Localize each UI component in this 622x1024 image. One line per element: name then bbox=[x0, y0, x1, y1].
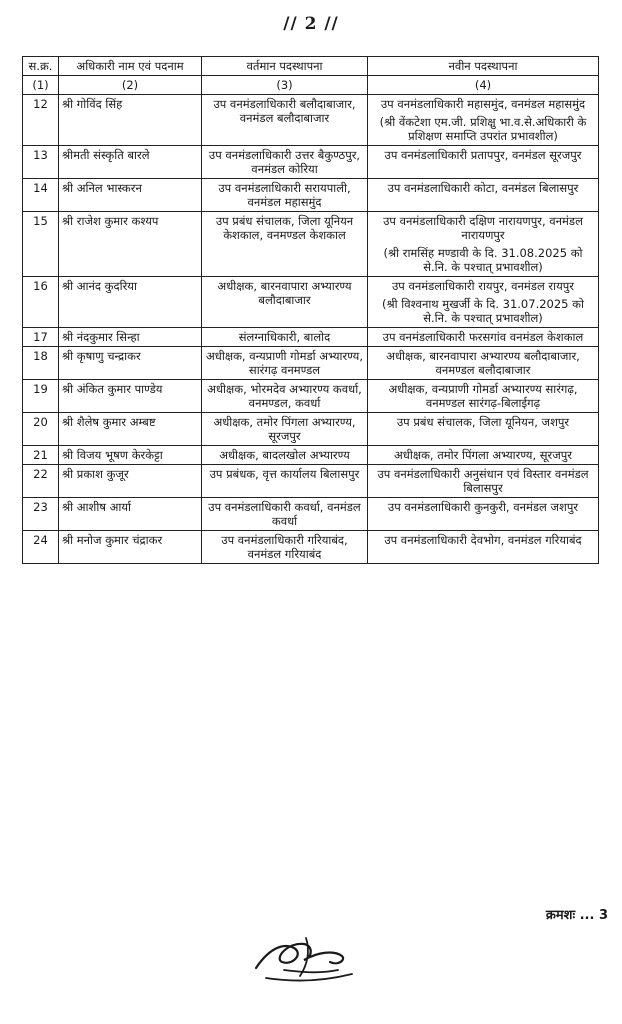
officer-name: श्री अनिल भास्करन bbox=[59, 179, 202, 212]
serial-number: 24 bbox=[23, 531, 59, 564]
header-name: अधिकारी नाम एवं पदनाम bbox=[59, 57, 202, 76]
new-posting bbox=[368, 146, 599, 179]
serial-number: 14 bbox=[23, 179, 59, 212]
new-posting bbox=[368, 347, 599, 380]
serial-number: 21 bbox=[23, 446, 59, 465]
signature bbox=[248, 928, 378, 988]
new-posting-text: उप वनमंडलाधिकारी देवभोग, वनमंडल गरियाबंद bbox=[384, 533, 582, 547]
table-row bbox=[23, 531, 599, 564]
table-row bbox=[23, 277, 599, 328]
new-posting bbox=[368, 413, 599, 446]
current-posting: उप वनमंडलाधिकारी उत्तर बैकुण्ठपुर, वनमंडल कोरिया bbox=[202, 146, 368, 179]
new-posting bbox=[368, 95, 599, 146]
current-posting: संलग्नाधिकारी, बालोद bbox=[202, 328, 368, 347]
table-row bbox=[23, 179, 599, 212]
current-posting: अधीक्षक, बारनवापारा अभ्यारण्य बलौदाबाजार bbox=[202, 277, 368, 328]
serial-number: 17 bbox=[23, 328, 59, 347]
new-posting-text: उप वनमंडलाधिकारी रायपुर, वनमंडल रायपुर bbox=[391, 279, 574, 293]
new-posting bbox=[368, 446, 599, 465]
new-posting bbox=[368, 465, 599, 498]
officer-name: श्री मनोज कुमार चंद्राकर bbox=[59, 531, 202, 564]
officer-name: श्री कृषाणु चन्द्राकर bbox=[59, 347, 202, 380]
current-posting: उप वनमंडलाधिकारी बलौदाबाजार, वनमंडल बलौदाबाजार bbox=[202, 95, 368, 146]
transfer-table bbox=[22, 56, 599, 564]
table-row bbox=[23, 347, 599, 380]
new-posting-text: अधीक्षक, वन्यप्राणी गोमर्डा अभ्यारण्य सारंगढ़, वनमण्डल सारंगढ़-बिलाईगढ़ bbox=[388, 382, 578, 410]
current-posting: अधीक्षक, बादलखोल अभ्यारण्य bbox=[202, 446, 368, 465]
header-row bbox=[23, 57, 599, 76]
officer-name: श्री नंदकुमार सिन्हा bbox=[59, 328, 202, 347]
column-number-row bbox=[23, 76, 599, 95]
new-posting-text: उप वनमंडलाधिकारी अनुसंधान एवं विस्तार वनमंडल बिलासपुर bbox=[377, 467, 589, 495]
new-posting bbox=[368, 498, 599, 531]
current-posting: अधीक्षक, तमोर पिंगला अभ्यारण्य, सूरजपुर bbox=[202, 413, 368, 446]
serial-number: 16 bbox=[23, 277, 59, 328]
serial-number: 23 bbox=[23, 498, 59, 531]
new-posting-text: उप वनमंडलाधिकारी महासमुंद, वनमंडल महासमुंद bbox=[380, 97, 586, 111]
posting-note: (श्री रामसिंह मण्डावी के दि. 31.08.2025 को से.नि. के पश्चात् प्रभावशील) bbox=[383, 246, 583, 274]
new-posting-text: उप वनमंडलाधिकारी कोटा, वनमंडल बिलासपुर bbox=[387, 181, 579, 195]
column-number: (1) bbox=[23, 76, 59, 95]
officer-name: श्री अंकित कुमार पाण्डेय bbox=[59, 380, 202, 413]
new-posting-text: उप वनमंडलाधिकारी कुनकुरी, वनमंडल जशपुर bbox=[387, 500, 579, 514]
new-posting bbox=[368, 531, 599, 564]
table-row bbox=[23, 380, 599, 413]
table-row bbox=[23, 95, 599, 146]
column-number: (4) bbox=[368, 76, 599, 95]
new-posting-text: अधीक्षक, बारनवापारा अभ्यारण्य बलौदाबाजार, वनमण्डल बलौदाबाजार bbox=[386, 349, 580, 377]
officer-name: श्री विजय भूषण केरकेट्टा bbox=[59, 446, 202, 465]
new-posting-text: उप वनमंडलाधिकारी दक्षिण नारायणपुर, वनमंडल नारायणपुर bbox=[383, 214, 583, 242]
table-row bbox=[23, 212, 599, 277]
column-number: (2) bbox=[59, 76, 202, 95]
continued-marker: क्रमशः ... 3 bbox=[545, 908, 608, 923]
new-posting bbox=[368, 277, 599, 328]
officer-name: श्री आशीष आर्या bbox=[59, 498, 202, 531]
serial-number: 20 bbox=[23, 413, 59, 446]
posting-note: (श्री वेंकटेशा एम.जी. प्रशिक्षु भा.व.से.अधिकारी के प्रशिक्षण समाप्ति उपरांत प्रभावशील) bbox=[379, 115, 587, 143]
table-body bbox=[23, 95, 599, 564]
table-row bbox=[23, 446, 599, 465]
serial-number: 12 bbox=[23, 95, 59, 146]
officer-name: श्री प्रकाश कुजूर bbox=[59, 465, 202, 498]
serial-number: 15 bbox=[23, 212, 59, 277]
new-posting bbox=[368, 179, 599, 212]
header-sn: स.क्र. bbox=[23, 57, 59, 76]
serial-number: 22 bbox=[23, 465, 59, 498]
table-row bbox=[23, 413, 599, 446]
officer-name: श्री आनंद कुदरिया bbox=[59, 277, 202, 328]
new-posting-text: उप वनमंडलाधिकारी फरसगांव वनमंडल केशकाल bbox=[382, 330, 584, 344]
new-posting bbox=[368, 328, 599, 347]
current-posting: उप प्रबंध संचालक, जिला यूनियन केशकाल, वनमण्डल केशकाल bbox=[202, 212, 368, 277]
page-number: // 2 // bbox=[283, 14, 339, 34]
table-row bbox=[23, 328, 599, 347]
table-row bbox=[23, 498, 599, 531]
serial-number: 19 bbox=[23, 380, 59, 413]
current-posting: उप वनमंडलाधिकारी कवर्धा, वनमंडल कवर्धा bbox=[202, 498, 368, 531]
officer-name: श्री शैलेष कुमार अम्बष्ट bbox=[59, 413, 202, 446]
posting-note: (श्री विश्वनाथ मुखर्जी के दि. 31.07.2025 को से.नि. के पश्चात् प्रभावशील) bbox=[382, 297, 584, 325]
table-row bbox=[23, 146, 599, 179]
new-posting-text: अधीक्षक, तमोर पिंगला अभ्यारण्य, सूरजपुर bbox=[393, 448, 573, 462]
current-posting: उप वनमंडलाधिकारी सरायपाली, वनमंडल महासमुंद bbox=[202, 179, 368, 212]
current-posting: उप प्रबंधक, वृत्त कार्यालय बिलासपुर bbox=[202, 465, 368, 498]
current-posting: अधीक्षक, वन्यप्राणी गोमर्डा अभ्यारण्य, सारंगढ़ वनमण्डल bbox=[202, 347, 368, 380]
serial-number: 13 bbox=[23, 146, 59, 179]
officer-name: श्री गोविंद सिंह bbox=[59, 95, 202, 146]
header-new: नवीन पदस्थापना bbox=[368, 57, 599, 76]
table-row bbox=[23, 465, 599, 498]
officer-name: श्री राजेश कुमार कश्यप bbox=[59, 212, 202, 277]
officer-name: श्रीमती संस्कृति बारले bbox=[59, 146, 202, 179]
current-posting: उप वनमंडलाधिकारी गरियाबंद, वनमंडल गरियाबंद bbox=[202, 531, 368, 564]
header-current: वर्तमान पदस्थापना bbox=[202, 57, 368, 76]
current-posting: अधीक्षक, भोरमदेव अभ्यारण्य कवर्धा, वनमण्डल, कवर्धा bbox=[202, 380, 368, 413]
new-posting-text: उप प्रबंध संचालक, जिला यूनियन, जशपुर bbox=[396, 415, 570, 429]
serial-number: 18 bbox=[23, 347, 59, 380]
column-number: (3) bbox=[202, 76, 368, 95]
new-posting-text: उप वनमंडलाधिकारी प्रतापपुर, वनमंडल सूरजपुर bbox=[384, 148, 582, 162]
new-posting bbox=[368, 380, 599, 413]
new-posting bbox=[368, 212, 599, 277]
